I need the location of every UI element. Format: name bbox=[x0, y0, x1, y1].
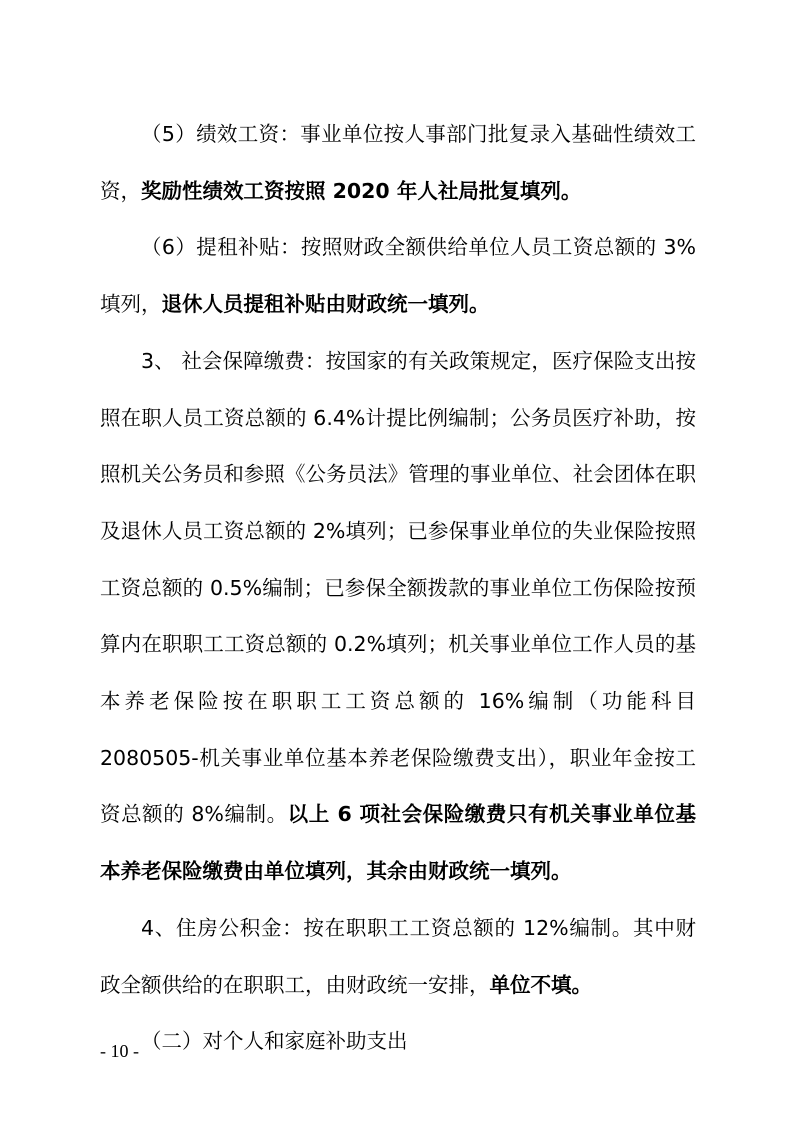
paragraph-bold-text: 单位不填。 bbox=[489, 972, 592, 997]
body-text bbox=[100, 106, 696, 1070]
paragraph-rent-subsidy bbox=[100, 219, 696, 332]
paragraph-social-security bbox=[100, 333, 696, 900]
paragraph-text: 4、住房公积金：按在职职工工资总额的 12%编制。其中财政全额供给的在职职工，由财政统一安排， bbox=[100, 915, 696, 997]
paragraph-text: （6）提租补贴：按照财政全额供给单位人员工资总额的 3%填列， bbox=[100, 235, 696, 317]
paragraph-text: 3、 社会保障缴费：按国家的有关政策规定，医疗保险支出按照在职人员工资总额的 6.4%计提比例编制；公务员医疗补助，按照机关公务员和参照《公务员法》管理的事业单位、社会团体在职及退休人员工资总额的 2%填列；已参保事业单位的失业保险按照工资总额的 0.5%编制；已参保全额拨款的事业单位工伤保险按预算内在职职工工资总额的 0.2%填列；机关事业单位工作人员的基本养老保险按在职职工工资总额的 16%编制（功能科目 2080505-机关事业单位基本养老保险缴费支出），职业年金按工资总额的 8%编制。 bbox=[100, 348, 696, 827]
paragraph-text: （5）绩效工资：事业单位按人事部门批复录入基础性绩效工资， bbox=[100, 122, 696, 203]
paragraph-bold-text: 以上 6 项社会保险缴费只有机关事业单位基本养老保险缴费由单位填列，其余由财政统一填列。 bbox=[100, 802, 696, 884]
paragraph-housing-fund bbox=[100, 900, 696, 1013]
page-number: - 10 - bbox=[100, 1041, 139, 1061]
paragraph-bold-text: 奖励性绩效工资按照 2020 年人社局批复填列。 bbox=[141, 178, 582, 203]
paragraph-text: （二）对个人和家庭补助支出 bbox=[141, 1029, 408, 1054]
section-heading bbox=[100, 1013, 696, 1070]
paragraph-bold-text: 退休人员提租补贴由财政统一填列。 bbox=[161, 292, 490, 317]
paragraph-performance-pay bbox=[100, 106, 696, 219]
